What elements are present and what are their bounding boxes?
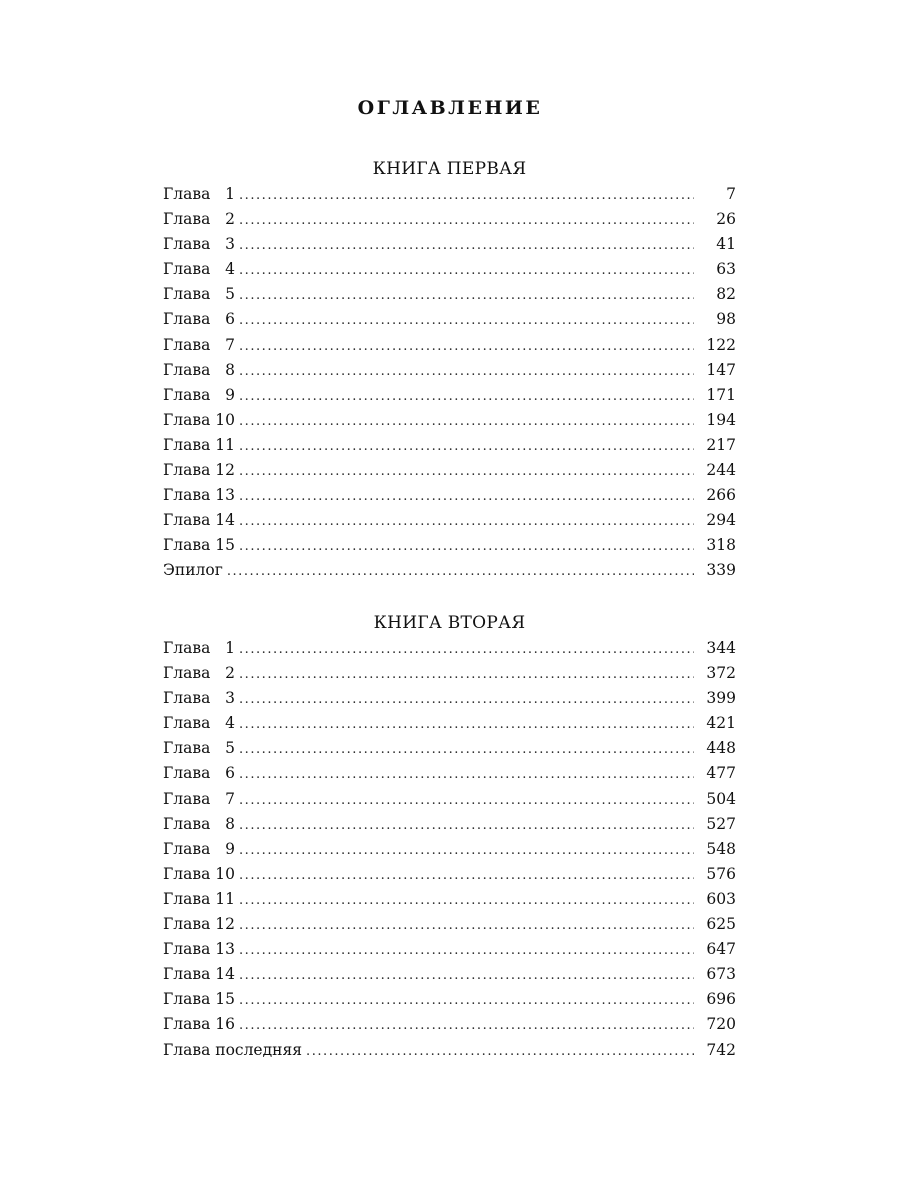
- toc-entry-page: 527: [706, 814, 736, 833]
- book-one-section: [163, 157, 736, 584]
- dot-leader: [239, 459, 694, 484]
- dot-leader: [239, 838, 694, 863]
- dot-leader: [239, 813, 694, 838]
- dot-leader: [239, 484, 694, 509]
- toc-entry-word: Глава: [163, 310, 211, 329]
- toc-entry-label: [163, 558, 223, 583]
- toc-entry-label: [163, 533, 235, 558]
- book-one-heading: КНИГА ПЕРВАЯ: [372, 159, 527, 179]
- toc-entry-word: Глава: [163, 260, 211, 279]
- toc-entry-number: 15: [215, 536, 235, 555]
- toc-entry[interactable]: [163, 333, 736, 358]
- toc-entry-label: [163, 711, 235, 736]
- toc-entry-number: 2: [225, 210, 235, 229]
- book-two-section: [163, 611, 736, 1063]
- toc-entry-number: 8: [225, 814, 235, 833]
- dot-leader: [239, 359, 694, 384]
- toc-entry-label: [163, 508, 235, 533]
- toc-entry[interactable]: [163, 912, 736, 937]
- toc-entry-number: 4: [225, 714, 235, 733]
- toc-entry-word: Глава: [163, 965, 211, 984]
- toc-entry-word: Глава: [163, 814, 211, 833]
- toc-entry-label: [163, 962, 235, 987]
- book-two-toc: [163, 636, 736, 1063]
- toc-entry-label: [163, 987, 235, 1012]
- dot-leader: [239, 988, 694, 1013]
- dot-leader: [239, 283, 694, 308]
- toc-entry[interactable]: [163, 787, 736, 812]
- dot-leader: [239, 1013, 694, 1038]
- toc-entry-page: 318: [706, 536, 736, 555]
- toc-entry-word: Глава: [163, 714, 211, 733]
- toc-entry-page: 339: [706, 561, 736, 580]
- toc-entry-page: 194: [706, 410, 736, 429]
- toc-entry[interactable]: [163, 307, 736, 332]
- toc-entry-label: [163, 282, 235, 307]
- toc-entry[interactable]: [163, 508, 736, 533]
- toc-entry-word: Глава: [163, 764, 211, 783]
- toc-entry[interactable]: [163, 1012, 736, 1037]
- toc-entry[interactable]: [163, 987, 736, 1012]
- toc-entry-page: 477: [706, 764, 736, 783]
- toc-entry[interactable]: [163, 937, 736, 962]
- dot-leader: [239, 637, 694, 662]
- dot-leader: [239, 208, 694, 233]
- toc-entry-page: 41: [716, 235, 736, 254]
- toc-entry-label: [163, 636, 235, 661]
- toc-entry-label: [163, 937, 235, 962]
- toc-entry-word: Глава: [163, 864, 211, 883]
- toc-entry-word: Глава: [163, 839, 211, 858]
- toc-entry-page: 244: [706, 461, 736, 480]
- toc-entry-number: 14: [215, 965, 235, 984]
- toc-entry-word: Глава: [163, 360, 211, 379]
- toc-entry[interactable]: [163, 761, 736, 786]
- toc-entry[interactable]: [163, 636, 736, 661]
- toc-entry-number: 3: [225, 235, 235, 254]
- toc-entry-page: 26: [716, 210, 736, 229]
- dot-leader: [306, 1039, 694, 1064]
- toc-entry[interactable]: [163, 887, 736, 912]
- dot-leader: [239, 712, 694, 737]
- dot-leader: [227, 559, 694, 584]
- dot-leader: [239, 183, 694, 208]
- toc-entry-number: 3: [225, 689, 235, 708]
- toc-entry-label: [163, 812, 235, 837]
- toc-entry-page: 98: [716, 310, 736, 329]
- toc-entry-label: [163, 736, 235, 761]
- toc-entry-word: Глава: [163, 335, 211, 354]
- toc-entry-page: 344: [706, 639, 736, 657]
- toc-entry[interactable]: [163, 383, 736, 408]
- toc-entry-word: Глава: [163, 990, 211, 1009]
- toc-entry-page: 421: [706, 714, 736, 733]
- toc-entry-page: 696: [706, 990, 736, 1009]
- toc-entry-label: [163, 483, 235, 508]
- toc-entry-word: Глава: [163, 536, 211, 555]
- toc-entry-number: 6: [225, 310, 235, 329]
- toc-entry-page: 122: [706, 335, 736, 354]
- dot-leader: [239, 963, 694, 988]
- toc-entry-number: 15: [215, 990, 235, 1009]
- toc-entry-word: Глава: [163, 285, 211, 304]
- toc-entry-word: Глава: [163, 639, 211, 657]
- toc-entry-number: 1: [225, 639, 235, 657]
- toc-entry-page: 147: [706, 360, 736, 379]
- toc-entry-number: 13: [215, 486, 235, 505]
- dot-leader: [239, 258, 694, 283]
- toc-entry[interactable]: [163, 736, 736, 761]
- toc-entry[interactable]: [163, 232, 736, 257]
- toc-entry-label: [163, 232, 235, 257]
- toc-entry[interactable]: [163, 962, 736, 987]
- toc-entry-word: Глава: [163, 185, 211, 203]
- toc-entry-page: 63: [716, 260, 736, 279]
- toc-entry-label: [163, 787, 235, 812]
- toc-entry-word: Глава: [163, 1015, 211, 1034]
- dot-leader: [239, 409, 694, 434]
- toc-entry-page: 548: [706, 839, 736, 858]
- toc-entry-label: [163, 862, 235, 887]
- toc-entry-label: [163, 887, 235, 912]
- toc-entry-page: 603: [706, 889, 736, 908]
- toc-entry-page: 625: [706, 915, 736, 934]
- toc-entry-label: [163, 257, 235, 282]
- toc-entry[interactable]: [163, 458, 736, 483]
- toc-entry-page: 7: [726, 185, 736, 203]
- toc-entry-word: Глава: [163, 410, 211, 429]
- toc-entry[interactable]: [163, 483, 736, 508]
- dot-leader: [239, 687, 694, 712]
- toc-entry-number: 8: [225, 360, 235, 379]
- dot-leader: [239, 762, 694, 787]
- toc-entry-word: Глава последняя: [163, 1040, 303, 1059]
- toc-entry[interactable]: [163, 408, 736, 433]
- toc-entry-label: [163, 207, 235, 232]
- toc-entry[interactable]: [163, 1038, 736, 1063]
- toc-entry-number: 1: [225, 185, 235, 203]
- dot-leader: [239, 888, 694, 913]
- toc-entry[interactable]: [163, 433, 736, 458]
- toc-entry-word: Глава: [163, 915, 211, 934]
- toc-entry-word: Глава: [163, 889, 211, 908]
- toc-entry-number: 11: [215, 435, 235, 454]
- toc-entry[interactable]: [163, 257, 736, 282]
- book-one-toc: [163, 182, 736, 584]
- toc-entry-page: 399: [706, 689, 736, 708]
- toc-entry-label: [163, 358, 235, 383]
- toc-entry-number: 6: [225, 764, 235, 783]
- toc-entry-number: 10: [215, 410, 235, 429]
- toc-entry[interactable]: [163, 812, 736, 837]
- toc-entry-label: [163, 1038, 302, 1063]
- toc-entry-label: [163, 433, 235, 458]
- toc-entry-number: 2: [225, 664, 235, 683]
- toc-entry-number: 10: [215, 864, 235, 883]
- toc-entry-page: 171: [706, 385, 736, 404]
- toc-entry-page: 742: [706, 1040, 736, 1059]
- book-two-heading: КНИГА ВТОРАЯ: [373, 613, 526, 633]
- toc-entry-label: [163, 182, 235, 207]
- toc-entry-label: [163, 408, 235, 433]
- toc-entry-word: Глава: [163, 511, 211, 530]
- toc-entry-number: 12: [215, 915, 235, 934]
- toc-entry-number: 7: [225, 335, 235, 354]
- toc-entry-number: 9: [225, 839, 235, 858]
- toc-entry[interactable]: [163, 207, 736, 232]
- toc-entry-number: 13: [215, 940, 235, 959]
- toc-entry-word: Глава: [163, 435, 211, 454]
- toc-entry-word: Глава: [163, 486, 211, 505]
- toc-entry-page: 576: [706, 864, 736, 883]
- toc-entry-page: 720: [706, 1015, 736, 1034]
- dot-leader: [239, 509, 694, 534]
- toc-entry-number: 11: [215, 889, 235, 908]
- toc-entry-number: 4: [225, 260, 235, 279]
- dot-leader: [239, 737, 694, 762]
- toc-entry-label: [163, 661, 235, 686]
- toc-entry-page: 647: [706, 940, 736, 959]
- toc-entry-page: 372: [706, 664, 736, 683]
- toc-entry-word: Глава: [163, 664, 211, 683]
- toc-entry[interactable]: [163, 837, 736, 862]
- toc-entry-word: Глава: [163, 789, 211, 808]
- dot-leader: [239, 334, 694, 359]
- toc-entry[interactable]: [163, 686, 736, 711]
- toc-entry[interactable]: [163, 862, 736, 887]
- toc-entry[interactable]: [163, 358, 736, 383]
- dot-leader: [239, 534, 694, 559]
- toc-entry-number: 9: [225, 385, 235, 404]
- toc-entry-word: Глава: [163, 235, 211, 254]
- toc-entry-label: [163, 307, 235, 332]
- dot-leader: [239, 938, 694, 963]
- toc-entry-label: [163, 383, 235, 408]
- toc-entry[interactable]: [163, 282, 736, 307]
- toc-entry-word: Эпилог: [163, 561, 223, 580]
- toc-entry-label: [163, 333, 235, 358]
- toc-entry-label: [163, 458, 235, 483]
- toc-entry[interactable]: [163, 182, 736, 207]
- toc-entry-label: [163, 837, 235, 862]
- toc-entry-number: 5: [225, 739, 235, 758]
- toc-entry[interactable]: [163, 711, 736, 736]
- page-title: ОГЛАВЛЕНИЕ: [357, 97, 543, 119]
- toc-entry-page: 448: [706, 739, 736, 758]
- toc-entry-page: 266: [706, 486, 736, 505]
- toc-entry[interactable]: [163, 558, 736, 583]
- toc-entry-page: 217: [706, 435, 736, 454]
- dot-leader: [239, 863, 694, 888]
- dot-leader: [239, 384, 694, 409]
- toc-entry[interactable]: [163, 661, 736, 686]
- toc-entry-word: Глава: [163, 689, 211, 708]
- toc-entry-number: 12: [215, 461, 235, 480]
- toc-entry-page: 82: [716, 285, 736, 304]
- toc-entry-label: [163, 686, 235, 711]
- dot-leader: [239, 913, 694, 938]
- toc-entry-number: 7: [225, 789, 235, 808]
- toc-entry-page: 673: [706, 965, 736, 984]
- toc-entry-number: 5: [225, 285, 235, 304]
- toc-entry[interactable]: [163, 533, 736, 558]
- dot-leader: [239, 308, 694, 333]
- toc-entry-number: 16: [215, 1015, 235, 1034]
- toc-entry-label: [163, 912, 235, 937]
- toc-entry-word: Глава: [163, 385, 211, 404]
- toc-entry-label: [163, 1012, 235, 1037]
- toc-entry-word: Глава: [163, 210, 211, 229]
- toc-entry-label: [163, 761, 235, 786]
- dot-leader: [239, 233, 694, 258]
- toc-entry-word: Глава: [163, 739, 211, 758]
- toc-entry-word: Глава: [163, 461, 211, 480]
- dot-leader: [239, 662, 694, 687]
- toc-entry-page: 504: [706, 789, 736, 808]
- dot-leader: [239, 434, 694, 459]
- dot-leader: [239, 788, 694, 813]
- toc-entry-word: Глава: [163, 940, 211, 959]
- toc-entry-number: 14: [215, 511, 235, 530]
- toc-entry-page: 294: [706, 511, 736, 530]
